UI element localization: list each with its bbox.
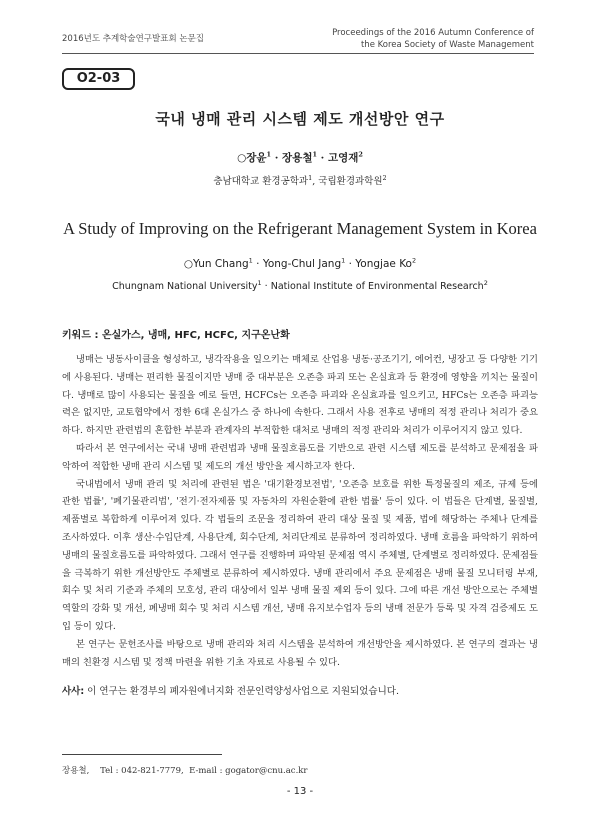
affiliation-separator: , [312, 176, 319, 187]
author-1: 장윤 [246, 152, 267, 164]
header-right [332, 27, 534, 51]
header-left: 2016년도 추계학술연구발표회 논문집 [62, 34, 204, 44]
author-2: 장용철 [282, 152, 313, 164]
authors-korean [0, 150, 600, 165]
affiliation-1-mark: 1 [257, 278, 262, 287]
paragraph: 냉매는 냉동사이클을 형성하고, 냉각작용을 일으키는 매체로 산업용 냉동·공조기기, 에어컨, 냉장고 등 다양한 기기에 사용된다. 냉매는 편리한 물질이지만 냉매 중 대부분은 오존층 파괴 또는 온실효과 등 환경에 영향을 끼치는 물질이다. 냉매로 많이 사용되는 물질을 예로 들면, HCFCs는 오존층 파괴와 온실효과를 일으키고, HFCs는 오존층 파괴능력은 없지만, 교토협약에서 정한 6대 온실가스 중 하나에 속한다. 그래서 사용 전후로 냉매의 적정 관리나 처리가 중요하다. 하지만 관련법의 혼합한 부분과 관계자의 부적합한 대처로 냉매의 적정 관리와 처리가 이루어지지 않고 있다. [62, 354, 538, 437]
acknowledgement-text: 이 연구는 환경부의 폐자원에너지화 전문인력양성사업으로 지원되었습니다. [84, 686, 399, 697]
affiliation-separator: · [261, 281, 271, 292]
affiliation-2-mark: 2 [483, 278, 488, 287]
author-1-affil: 1 [248, 256, 253, 265]
author-2: Yong-Chul Jang [262, 258, 342, 270]
header-right-line-2: the Korea Society of Waste Management [360, 40, 534, 50]
affiliation-1: 충남대학교 환경공학과 [213, 176, 309, 187]
paragraph: 국내법에서 냉매 관리 및 처리에 관련된 법은 '대기환경보전법', '오존층 보호를 위한 특정물질의 제조, 규제 등에 관한 법률', '폐기물관리법', '전기·전자제품 및 자동차의 자원순환에 관한 법률' 등이 있다. 이 법들은 단계별, 물질별, 제품별로 복합하게 이루어져 있다. 각 법들의 조문을 정리하여 관리 대상 물질 및 제품, 법에 해당하는 주체나 단계를 조사하였다. 이후 생산·수입단계, 사용단계, 회수단계, 처리단계로 분류하여 정리하였다. 냉매 흐름을 파악하기 위하여 냉매의 물질흐름도를 파악하였다. 그래서 연구를 진행하며 파악된 문제점 역시 주체별, 단계별로 정리하였다. 문제점들을 극복하기 위한 개선방안도 주체별로 분류하여 제시하였다. 냉매 관리에서 주요 문제점은 냉매 물질 모니터링 부재, 회수 및 처리 기준과 주체의 모호성, 관리 대상에서 일부 냉매 물질 제외 등이 있다. 그에 따른 개선 방안으로는 주체별 역할의 강화 및 개선, 폐냉매 회수 및 처리 시스템 개선, 냉매 유지보수업자 등의 냉매 전문가 등록 및 자격 검증제도 도입 등이 있다. [62, 478, 538, 632]
abstract-body [62, 351, 538, 671]
authors-english [0, 258, 600, 270]
presenter-mark: ○ [237, 152, 247, 164]
keywords: 키워드 : 온실가스, 냉매, HFC, HCFC, 지구온난화 [62, 330, 290, 341]
affiliation-korean [0, 173, 600, 187]
acknowledgement-label: 사사: [62, 686, 85, 697]
author-separator: · [345, 258, 356, 270]
author-1-affil: 1 [266, 150, 272, 159]
author-1: Yun Chang [193, 258, 249, 270]
author-separator: · [317, 152, 328, 164]
author-2-affil: 1 [341, 256, 346, 265]
paragraph: 따라서 본 연구에서는 국내 냉매 관련법과 냉매 물질흐름도를 기반으로 관련 시스템 제도를 분석하고 문제점을 파악하여 적합한 냉매 관리 시스템 및 제도의 개선 방안을 제시하고자 한다. [62, 442, 538, 472]
footnote-rule [62, 754, 222, 755]
header-rule [62, 53, 534, 54]
affiliation-english [0, 278, 600, 292]
author-separator: · [252, 258, 263, 270]
affiliation-2-mark: 2 [382, 173, 387, 182]
author-3: 고영재 [327, 152, 359, 164]
author-separator: · [271, 152, 283, 164]
session-code-badge: O2-03 [62, 68, 135, 90]
header-right-line-1: Proceedings of the 2016 Autumn Conference of [332, 28, 534, 38]
affiliation-1: Chungnam National University [112, 281, 258, 292]
author-3-affil: 2 [358, 150, 363, 159]
affiliation-1-mark: 1 [308, 173, 313, 182]
acknowledgement [62, 683, 399, 697]
author-2-affil: 1 [312, 150, 317, 159]
author-3-affil: 2 [411, 256, 417, 265]
author-3: Yongjae Ko [355, 258, 412, 270]
footnote-contact: 장용철, Tel : 042-821-7779, E-mail : gogator@cnu.ac.kr [62, 766, 308, 776]
title-english: A Study of Improving on the Refrigerant Management System in Korea [63, 219, 537, 238]
paragraph: 본 연구는 문헌조사를 바탕으로 냉매 관리와 처리 시스템을 분석하여 개선방안을 제시하였다. 본 연구의 결과는 냉매의 친환경 시스템 및 정책 마련을 위한 기초 자료로 사용될 수 있다. [62, 638, 538, 668]
title-korean: 국내 냉매 관리 시스템 제도 개선방안 연구 [155, 110, 445, 128]
presenter-mark: ○ [183, 258, 194, 270]
page-number: - 13 - [286, 786, 314, 797]
affiliation-2: National Institute of Environmental Research [270, 281, 484, 292]
affiliation-2: 국립환경과학원 [318, 176, 383, 187]
